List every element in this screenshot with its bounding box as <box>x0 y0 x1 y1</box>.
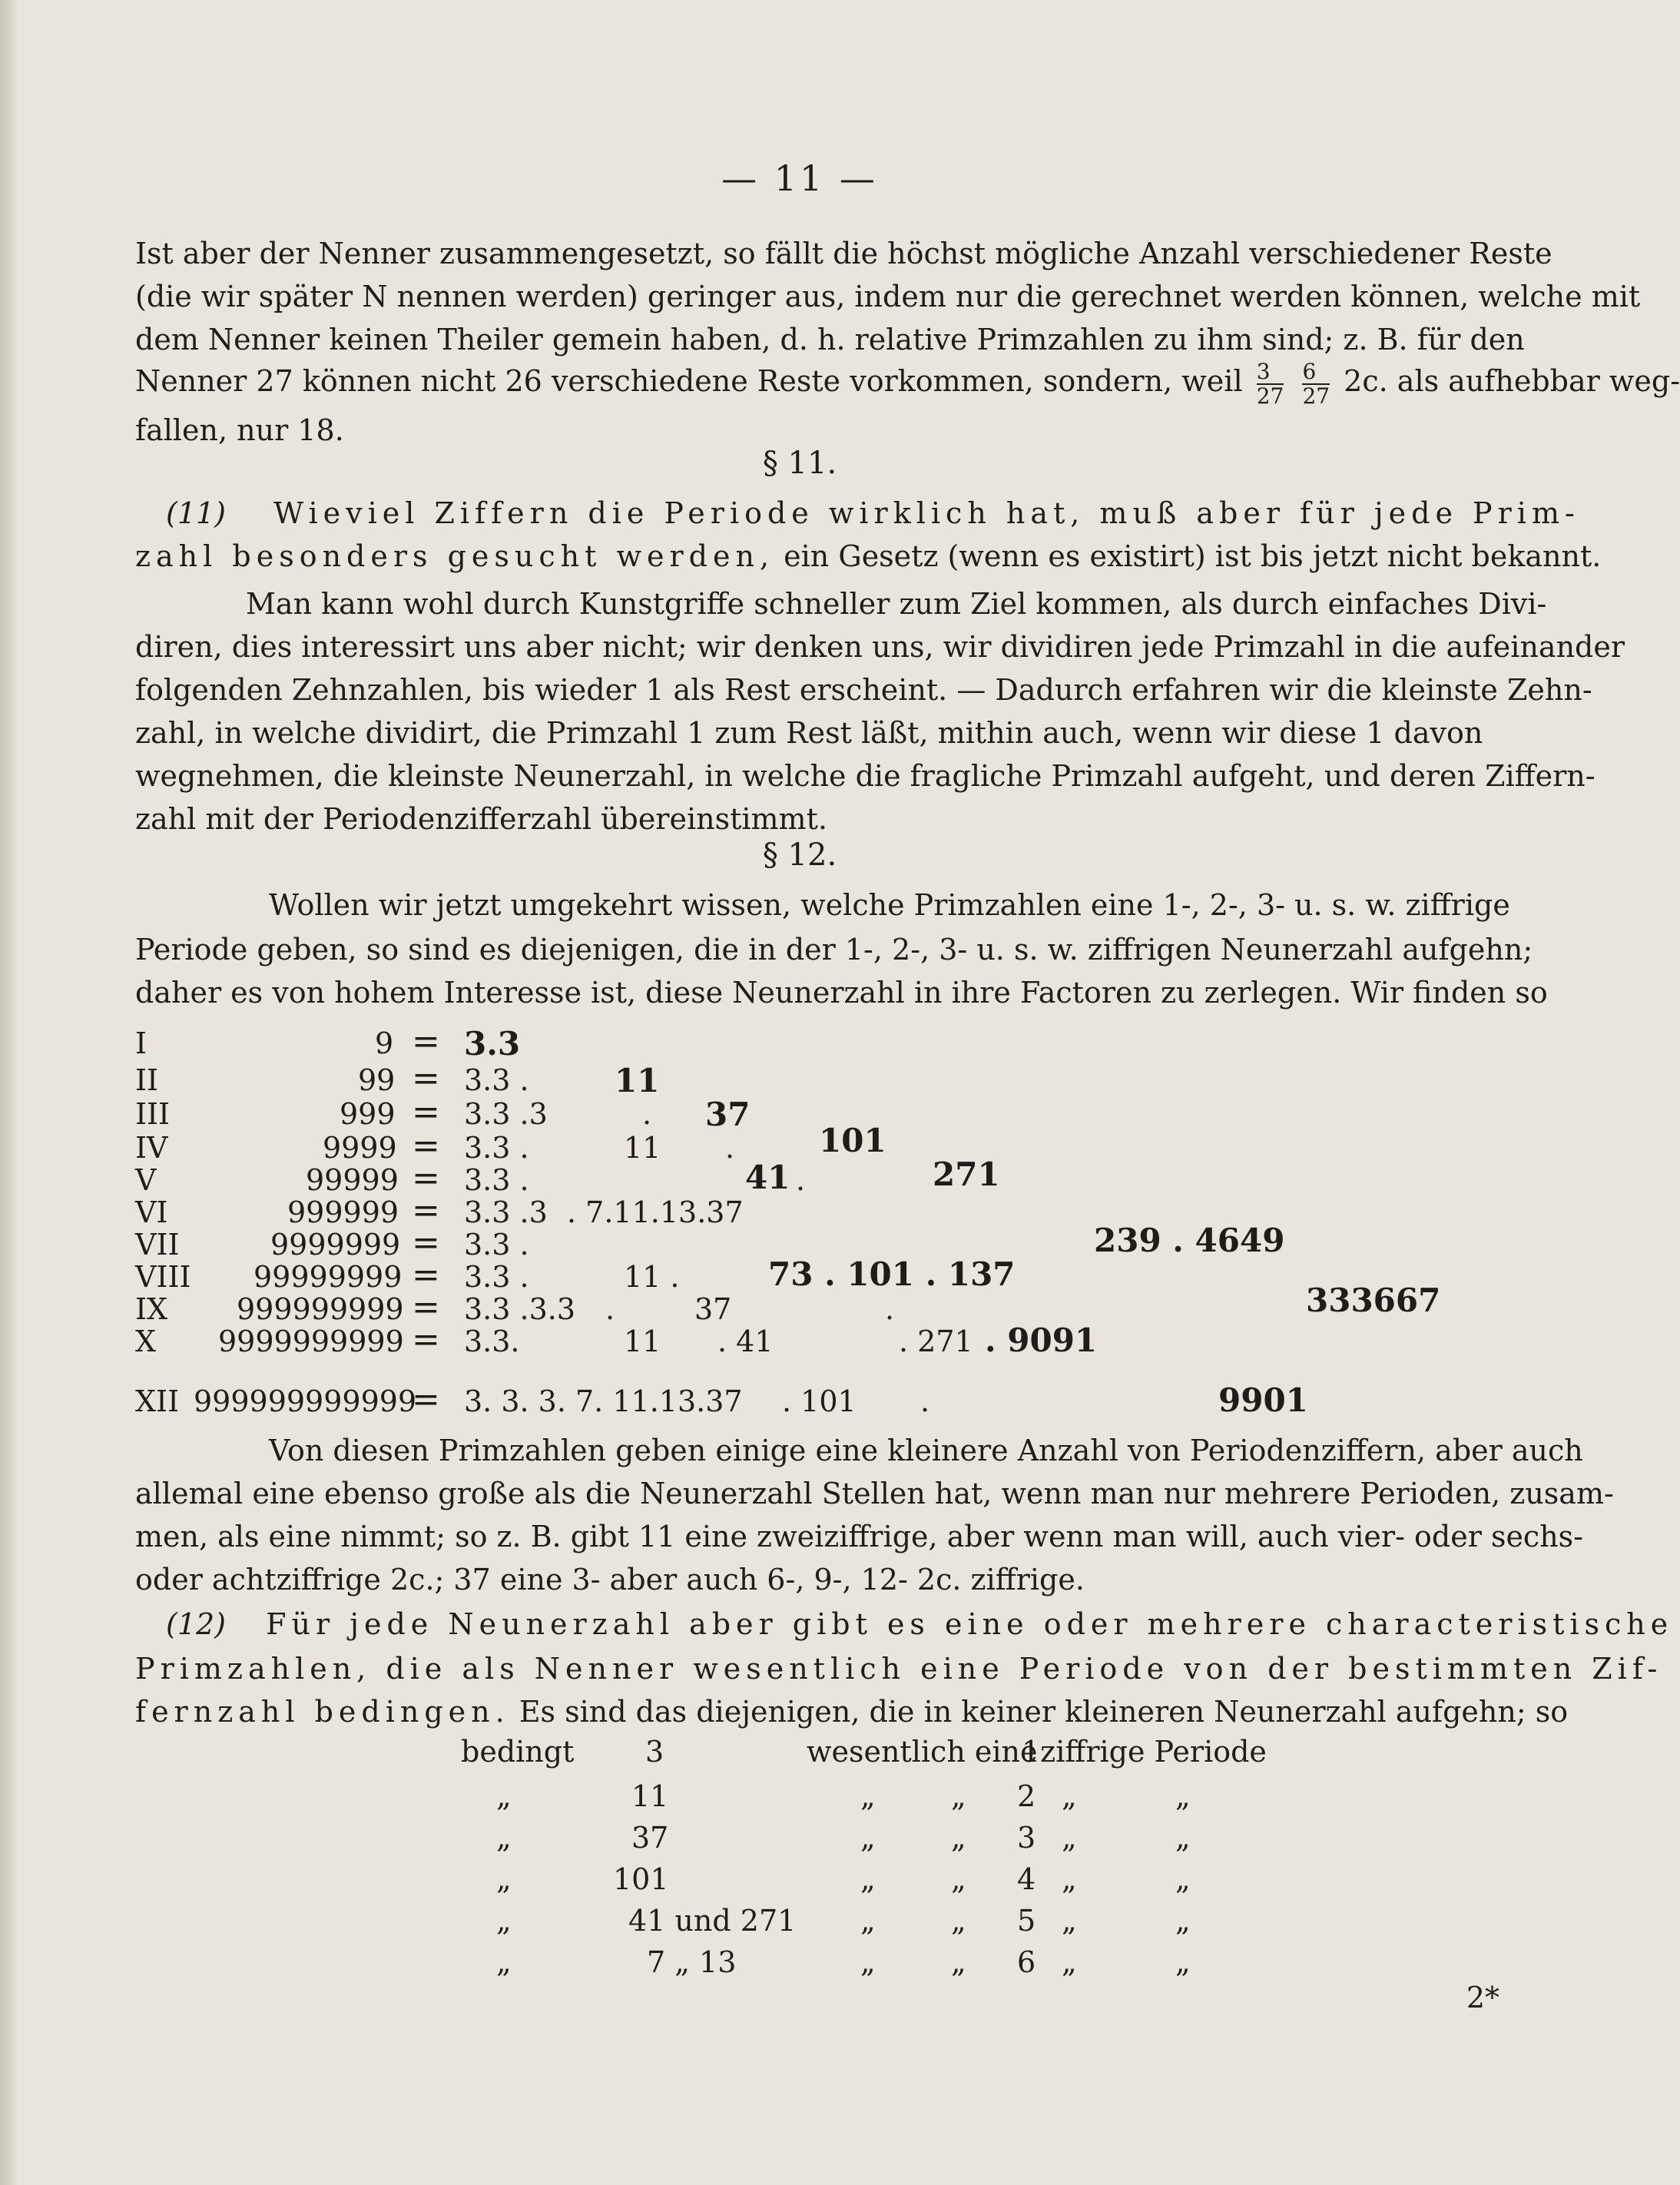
ditto-mark: „ <box>1175 1945 1191 1979</box>
table-nines: 9 <box>375 1026 394 1060</box>
table-big-factor: 9901 <box>1218 1381 1308 1419</box>
ditto-mark: „ <box>860 1862 876 1896</box>
prime-table-head: bedingt <box>461 1735 575 1769</box>
table-dot: . <box>885 1292 895 1326</box>
prime-value: 101 <box>613 1862 669 1896</box>
para12-line: Wollen wir jetzt umgekehrt wissen, welche Primzahlen eine 1-, 2-, 3- u. s. w. ziffrige <box>269 888 1510 922</box>
ditto-mark: „ <box>1062 1945 1077 1979</box>
table-equals: = <box>412 1320 440 1359</box>
para1-line: Ist aber der Nenner zusammengesetzt, so fällt die höchst mögliche Anzahl verschiedener Reste <box>135 237 1552 270</box>
table-roman: VI <box>135 1195 168 1229</box>
para1-line: dem Nenner keinen Theiler gemein haben, d. h. relative Primzahlen zu ihm sind; z. B. für den <box>135 323 1525 356</box>
fraction-numerator: 3 <box>1256 358 1271 384</box>
table-equals: = <box>412 1191 440 1230</box>
table-factor: . 41 <box>717 1325 774 1358</box>
fraction-6-27 <box>1302 360 1330 408</box>
ditto-mark: „ <box>1175 1779 1191 1813</box>
ditto-mark: „ <box>951 1904 966 1938</box>
para12-line: Periode geben, so sind es diejenigen, die in der 1-, 2-, 3- u. s. w. ziffrigen Neunerzahl aufgehn; <box>135 933 1533 967</box>
para11b-line: folgenden Zehnzahlen, bis wieder 1 als Rest erscheint. — Dadurch erfahren wir die kleinste Zehn- <box>135 673 1592 707</box>
table-nines: 999999999 <box>237 1292 404 1326</box>
ditto-mark: „ <box>496 1904 512 1938</box>
table-roman: II <box>135 1063 159 1097</box>
table-factor: 3.3 . <box>464 1228 529 1262</box>
table-factor: 3.3 .3.3 <box>464 1292 576 1326</box>
table-roman: III <box>135 1097 171 1131</box>
table-roman: X <box>135 1325 157 1358</box>
table-big-factor: 41 <box>745 1159 790 1196</box>
para12c-text: Es sind das diejenigen, die in keiner kleineren Neunerzahl aufgehn; so <box>519 1695 1569 1729</box>
table-factor: 3.3 . <box>464 1131 529 1165</box>
para11-text: ein Gesetz (wenn es existirt) ist bis jetzt nicht bekannt. <box>784 539 1602 573</box>
ditto-mark: „ <box>860 1904 876 1938</box>
ditto-mark: „ <box>1062 1904 1077 1938</box>
para1-l4-pre: Nenner 27 können nicht 26 verschiedene Reste vorkommen, sondern, weil <box>135 364 1243 398</box>
prime-value: 11 <box>631 1779 669 1813</box>
para11-number: (11) <box>166 496 227 530</box>
digit-count: 2 <box>1017 1779 1036 1813</box>
para11-spaced-text: Wieviel Ziffern die Periode wirklich hat, muß aber für jede Prim- <box>273 496 1580 530</box>
ditto-mark: „ <box>1062 1779 1077 1813</box>
prime-table-head: wesentlich eine <box>807 1735 1038 1769</box>
ditto-mark: „ <box>860 1945 876 1979</box>
table-factor: 3.3 . <box>464 1163 529 1197</box>
table-nines: 9999 <box>323 1131 397 1165</box>
table-roman: IX <box>135 1292 168 1326</box>
para12c-line3 <box>135 1690 1569 1733</box>
fraction-denominator: 27 <box>1256 383 1284 409</box>
prime-value: 7 „ 13 <box>647 1945 737 1979</box>
para1-l4-post: 2c. als aufhebbar weg- <box>1344 364 1680 398</box>
para12c-line2: Primzahlen, die als Nenner wesentlich eine Periode von der bestimmten Zif- <box>135 1652 1663 1686</box>
para11b-line: Man kann wohl durch Kunstgriffe schneller zum Ziel kommen, als durch einfaches Divi- <box>246 587 1547 621</box>
section-heading-11: § 11. <box>762 446 837 481</box>
para12c-spaced-text: fernzahl bedingen. <box>135 1695 510 1729</box>
table-factor: 11 <box>624 1325 661 1358</box>
para1-line-fractions <box>135 358 1680 409</box>
table-factor: 3. 3. 3. 7. 11.13.37 <box>464 1384 743 1418</box>
ditto-mark: „ <box>951 1821 966 1855</box>
para12c-spaced-text: Für jede Neunerzahl aber gibt es eine oder mehrere characteristische <box>266 1607 1674 1641</box>
table-factor: . 271 <box>899 1325 973 1358</box>
table-roman: V <box>135 1163 157 1197</box>
table-dot: . <box>725 1131 735 1165</box>
para11-line2 <box>135 535 1602 578</box>
table-big-factor: 11 <box>615 1062 660 1099</box>
table-factor: 3.3 .3 <box>464 1195 548 1229</box>
ditto-mark: „ <box>1175 1862 1191 1896</box>
table-factor: 11 . <box>624 1260 680 1294</box>
para12b-line: allemal eine ebenso große als die Neunerzahl Stellen hat, wenn man nur mehrere Perioden, zusam- <box>135 1477 1614 1510</box>
para1-line: (die wir später N nennen werden) geringer aus, indem nur die gerechnet werden können, welche mit <box>135 280 1641 313</box>
table-dot: . <box>605 1292 615 1326</box>
prime-value: 37 <box>631 1821 669 1855</box>
ditto-mark: „ <box>860 1779 876 1813</box>
table-equals: = <box>412 1092 440 1132</box>
table-dot: . <box>920 1384 930 1418</box>
table-big-factor: 101 <box>819 1122 886 1159</box>
digit-count: 6 <box>1017 1945 1036 1979</box>
table-equals: = <box>412 1022 440 1061</box>
para12c-line1 <box>166 1603 1674 1646</box>
fraction-numerator: 6 <box>1302 358 1317 384</box>
table-equals: = <box>412 1255 440 1295</box>
table-roman: VII <box>135 1228 180 1262</box>
prime-table-head: 1ziffrige Periode <box>1022 1735 1267 1769</box>
section-heading-12: § 12. <box>762 837 837 873</box>
table-roman: I <box>135 1026 147 1060</box>
para11b-line: diren, dies interessirt uns aber nicht; wir denken uns, wir dividiren jede Primzahl in die aufeinander <box>135 630 1625 664</box>
table-equals: = <box>412 1159 440 1198</box>
table-roman: IV <box>135 1131 168 1165</box>
table-dot: . <box>642 1097 652 1131</box>
table-factor: 11 <box>624 1131 661 1165</box>
table-nines: 99999999 <box>253 1260 403 1294</box>
digit-count: 4 <box>1017 1862 1036 1896</box>
table-factor: 3.3 . <box>464 1063 529 1097</box>
table-equals: = <box>412 1288 440 1327</box>
fraction-denominator: 27 <box>1302 383 1330 409</box>
ditto-mark: „ <box>951 1862 966 1896</box>
table-factor: 3.3 .3 <box>464 1097 548 1131</box>
prime-table-head: 3 <box>645 1735 664 1769</box>
table-factor: 3.3 <box>464 1025 521 1063</box>
table-nines: 999 <box>340 1097 396 1131</box>
table-big-factor: 73 . 101 . 137 <box>768 1255 1016 1293</box>
table-roman: VIII <box>135 1260 191 1294</box>
para12-line: daher es von hohem Interesse ist, diese Neunerzahl in ihre Factoren zu zerlegen. Wir finden so <box>135 976 1548 1010</box>
ditto-mark: „ <box>496 1862 512 1896</box>
digit-count: 5 <box>1017 1904 1036 1938</box>
para11-spaced-text: zahl besonders gesucht werden, <box>135 539 775 573</box>
table-nines: 9999999 <box>270 1228 401 1262</box>
ditto-mark: „ <box>1175 1821 1191 1855</box>
table-nines: 99 <box>358 1063 396 1097</box>
para11-line1 <box>166 492 1580 535</box>
table-equals: = <box>412 1126 440 1165</box>
digit-count: 3 <box>1017 1821 1036 1855</box>
ditto-mark: „ <box>1062 1821 1077 1855</box>
signature-mark: 2* <box>1466 1981 1499 2014</box>
para12b-line: oder achtziffrige 2c.; 37 eine 3- aber auch 6-, 9-, 12- 2c. ziffrige. <box>135 1563 1085 1596</box>
table-factor: 37 <box>694 1292 732 1326</box>
table-dot: . <box>796 1163 806 1197</box>
table-big-factor: 37 <box>705 1096 751 1133</box>
ditto-mark: „ <box>860 1821 876 1855</box>
table-nines: 99999 <box>306 1163 399 1197</box>
ditto-mark: „ <box>496 1779 512 1813</box>
table-nines: 999999999999 <box>194 1384 417 1418</box>
table-nines: 9999999999 <box>218 1325 404 1358</box>
table-factor: . 7.11.13.37 <box>567 1195 744 1229</box>
fraction-3-27 <box>1257 360 1284 408</box>
para11b-line: wegnehmen, die kleinste Neunerzahl, in welche die fragliche Primzahl aufgeht, und deren Ziffern- <box>135 759 1596 793</box>
table-equals: = <box>412 1380 440 1419</box>
table-factor: 3.3. <box>464 1325 520 1358</box>
page-number: — 11 — <box>721 157 878 199</box>
table-big-factor: 333667 <box>1306 1281 1441 1319</box>
para11b-line: zahl, in welche dividirt, die Primzahl 1 zum Rest läßt, mithin auch, wenn wir diese 1 davon <box>135 716 1483 750</box>
table-equals: = <box>412 1059 440 1098</box>
prime-value: 41 und 271 <box>628 1904 797 1938</box>
table-big-factor: 239 . 4649 <box>1094 1222 1285 1259</box>
table-big-factor: 271 <box>933 1155 1000 1193</box>
para11b-line: zahl mit der Periodenzifferzahl übereinstimmt. <box>135 802 827 836</box>
ditto-mark: „ <box>951 1779 966 1813</box>
ditto-mark: „ <box>1175 1904 1191 1938</box>
para12b-line: men, als eine nimmt; so z. B. gibt 11 eine zweiziffrige, aber wenn man will, auch vier- oder sechs- <box>135 1520 1584 1553</box>
table-roman: XII <box>135 1384 180 1418</box>
para12b-line: Von diesen Primzahlen geben einige eine kleinere Anzahl von Periodenziffern, aber auch <box>269 1434 1583 1467</box>
ditto-mark: „ <box>951 1945 966 1979</box>
table-equals: = <box>412 1223 440 1262</box>
ditto-mark: „ <box>1062 1862 1077 1896</box>
table-nines: 999999 <box>287 1195 399 1229</box>
table-factor: 3.3 . <box>464 1260 529 1294</box>
ditto-mark: „ <box>496 1821 512 1855</box>
table-big-factor: . 9091 <box>985 1321 1098 1359</box>
para1-line: fallen, nur 18. <box>135 413 344 447</box>
para12-number: (12) <box>166 1607 227 1641</box>
ditto-mark: „ <box>496 1945 512 1979</box>
page-spine-shadow <box>0 0 17 2185</box>
table-factor: . 101 <box>782 1384 857 1418</box>
